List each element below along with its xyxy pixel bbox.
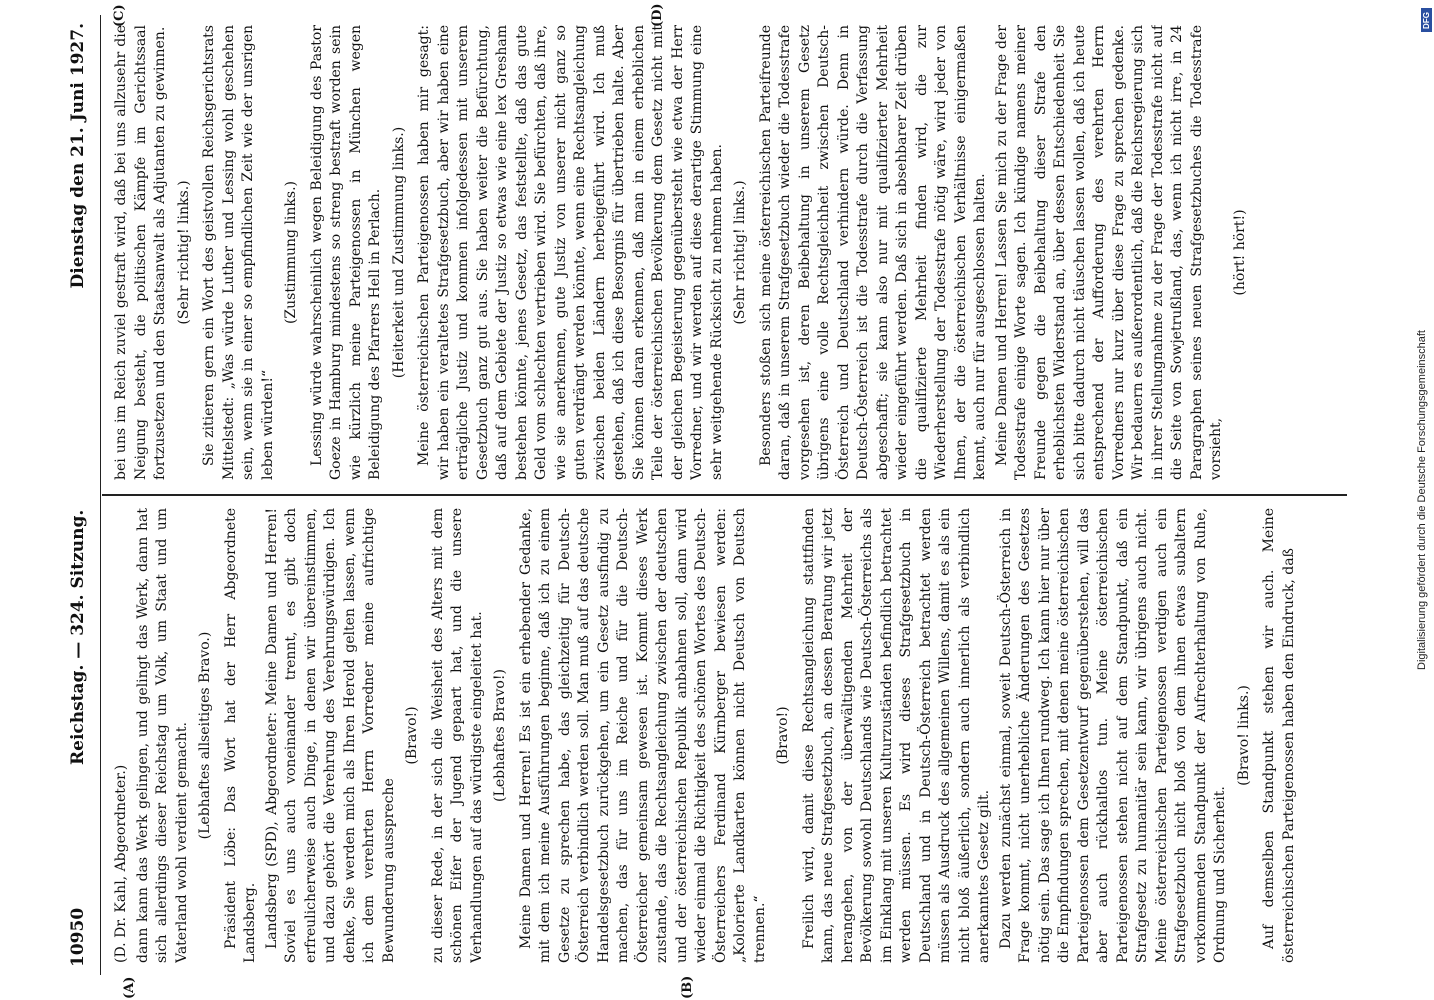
- funding-credit: Digitalisierung gefördert durch die Deutsche Forschungsgemeinschaft: [1416, 330, 1428, 670]
- page-number: 10950: [68, 907, 88, 967]
- interjection: (Sehr richtig! links.): [732, 180, 748, 325]
- dfg-logo-text: DFG: [1422, 11, 1432, 29]
- dfg-logo: [1421, 8, 1432, 32]
- paragraph: Freilich wird, damit diese Rechtsangleichung stattfinden kann, das neue Strafgesetzbuch, an dessen Beratung wir jetzt herangehen, von der überwältigenden Mehrheit der Bevölkerung sowohl Deutschlands wie Deutsch-Österreichs als im Einklang mit unseren Kulturzuständen befindlich betrachtet werden müssen. Es wird dieses Strafgesetzbuch in Deutschland und in Deutsch-Österreich betrachtet werden müssen als Ausdruck des allgemeinen Willens, damit es als ein nicht bloß äußerlich, sondern auch innerlich als verbindlich anerkanntes Gesetz gilt.: [800, 508, 992, 963]
- side-credit-strip: [1408, 0, 1434, 1000]
- page-header: [60, 15, 101, 975]
- margin-mark-d: (D): [650, 3, 665, 27]
- interjection: (Bravo!): [775, 706, 791, 765]
- margin-mark-c: (C): [112, 4, 127, 27]
- interjection: (Sehr richtig! links.): [175, 180, 192, 325]
- paragraph: Meine Damen und Herren! Lassen Sie mich zu der Frage der Todesstrafe einige Worte sagen. Ich kündige namens meiner Freunde gegen die Beibehaltung dieser Strafe den erheblichsten Widerstand an, über dessen Entschiedenheit Sie sich bitte dadurch nicht täuschen lassen wollen, daß ich heute entsprechend der Aufforderung des verehrten Herrn Vorredners nur kurz über diese Frage zu sprechen gedenke. Wir bedauern es außerordentlich, daß die Reichsregierung sich in ihrer Stellungnahme zu der Frage der Todesstrafe nicht auf die Seite von Sowjetrußland, das, wenn ich nicht irre, in 24 Paragraphen seines neuen Strafgesetzbuches die Todesstrafe vorsieht,: [993, 25, 1224, 480]
- paragraph: zu dieser Rede, in der sich die Weisheit des Alters mit dem schönen Eifer der Jugend gepaart hat, und die unsere Verhandlungen auf das würdigste eingeleitet hat.: [429, 508, 485, 963]
- paragraph: bei uns im Reich zuviel gestraft wird, daß bei uns allzusehr die Neigung besteht, die politischen Kämpfe im Gerichtssaal fortzusetzen und den Staatsanwalt als Adjutanten zu gewinnen.: [113, 25, 168, 480]
- right-column: [112, 25, 1342, 480]
- paragraph: Sie zitieren gern ein Wort des geistvollen Reichsgerichtsrats Mittelstedt: „Was würde Luther und Lessing wohl geschehen sein, wenn sie in einer so empfindlichen Zeit wie der unsrigen leben würden!“: [201, 25, 276, 480]
- margin-mark-a: (A): [122, 976, 137, 999]
- interjection: (Heiterkeit und Zustimmung links.): [390, 126, 407, 379]
- paragraph: Meine österreichischen Parteigenossen haben mir gesagt: wir haben ein veraltetes Strafgesetzbuch, aber wir haben eine erträgliche Justiz und kommen infolgedessen mit unserem Gesetzbuch ganz gut aus. Sie haben weiter die Befürchtung, daß auf dem Gebiete der Justiz so etwas wie eine lex Gresham bestehen könnte, jenes Gesetz, das feststellte, daß das gute Geld vom schlechten vertrieben wird. Sie befürchten, daß ihre, wie sie anerkennen, gute Justiz von unserer nicht ganz so guten verdrängt werden könnte, wenn eine Rechtsangleichung zwischen beiden Ländern herbeigeführt wird. Ich muß gestehen, daß ich diese Besorgnis für übertrieben halte. Aber Sie können daran erkennen, daß man in einem erheblichen Teile der österreichischen Bevölkerung dem Gesetz nicht mit der gleichen Begeisterung gegenübersteht wie etwa der Herr Vorredner, und wir werden auf diese derartige Stimmung eine sehr weitgehende Rücksicht zu nehmen haben.: [416, 25, 725, 480]
- interjection: (Zustimmung links.): [283, 180, 299, 325]
- paragraph: dann kann das Werk gelingen, und gelingt das Werk, dann hat sich allerdings dieser Reichstag um Volk, um Staat und um Vaterland wohl verdient gemacht.: [134, 508, 190, 963]
- paragraph: Lessing würde wahrscheinlich wegen Beleidigung des Pastor Goeze in Hamburg mindestens so streng bestraft worden sein wie kürzlich meine Parteigenossen in München wegen Beleidigung des Pfarrers Hell in Perlach.: [308, 25, 383, 480]
- paragraph: (D. Dr. Kahl, Abgeordneter.): [113, 764, 129, 963]
- paragraph: Präsident Löbe: Das Wort hat der Herr Abgeordnete Landsberg.: [222, 508, 258, 963]
- header-right: Dienstag den 21. Juni 1927.: [68, 23, 88, 289]
- interjection: (Bravo!): [404, 706, 420, 765]
- paragraph: Besonders stoßen sich meine österreichischen Parteifreunde daran, daß in unserem Strafgesetzbuch wieder die Todesstrafe vorgesehen ist, deren Beibehaltung in unserem Gesetz übrigens eine volle Rechtsgleichheit zwischen Deutsch-Österreich und Deutschland verhindern würde. Denn in Deutsch-Österreich ist die Todesstrafe durch die Verfassung abgeschafft; sie kann also nur mit qualifizierter Mehrheit wieder eingeführt werden. Daß sich in absehbarer Zeit drüben die qualifizierte Mehrheit finden wird, die zur Wiederherstellung der Todesstrafe nötig wäre, wird jeder von Ihnen, der die österreichischen Verhältnisse einigermaßen kennt, auch nur für ausgeschlossen halten.: [757, 25, 988, 480]
- interjection: (hört! hört!): [1231, 209, 1248, 296]
- left-column: [112, 508, 1342, 963]
- interjection: (Bravo! links.): [1235, 685, 1252, 786]
- paragraph: Meine Damen und Herren! Es ist ein erhebender Gedanke, mit dem ich meine Ausführungen beginne, daß ich zu einem Gesetze zu sprechen habe, das gleichzeitig für Deutsch-Österreich verbindlich werden soll. Man muß auf das deutsche Handelsgesetzbuch zurückgehen, um ein Gesetz ausfindig zu machen, das für uns im Reiche und für die Deutsch-Österreicher gemeinsam gewesen ist. Kommt dieses Werk zustande, das die Rechtsangleichung zwischen der deutschen und der österreichischen Republik anbahnen soll, dann wird wieder einmal die Richtigkeit des schönen Wortes des Deutsch-Österreichers Ferdinand Kürnberger bewiesen werden: „Kolorierte Landkarten können nicht Deutsch von Deutsch trennen.“: [517, 508, 768, 963]
- header-left: Reichstag. — 324. Sitzung.: [68, 509, 88, 765]
- margin-mark-b: (B): [680, 975, 695, 999]
- paragraph: Auf demselben Standpunkt stehen wir auch. Meine österreichischen Parteigenossen haben den Eindruck, daß: [1261, 508, 1297, 963]
- column-divider: [102, 495, 1347, 497]
- rotated-page: [60, 3, 1350, 999]
- paragraph: Landsberg (SPD), Abgeordneter: Meine Damen und Herren! Soviel es uns auch voneinander trennt, es gibt doch erfreulicherweise auch Dinge, in denen wir übereinstimmen, und dazu gehört die Verehrung des Verehrungswürdigen. Ich denke, Sie werden mich als Ihren Herold gelten lassen, wenn ich dem verehrten Herrn Vorredner meine aufrichtige Bewunderung ausspreche: [263, 508, 397, 963]
- interjection: (Lebhaftes allseitiges Bravo.): [197, 631, 213, 840]
- interjection: (Lebhaftes Bravo!): [492, 669, 508, 802]
- paragraph: Dazu werden zunächst einmal, soweit Deutsch-Österreich in Frage kommt, nicht unerhebliche Änderungen des Gesetzes nötig sein. Das sage ich Ihnen rundweg. Ich kann hier nur über die Empfindungen sprechen, mit denen meine österreichischen Parteigenossen dem Gesetzentwurf gegenüberstehen, will das aber auch rückhaltlos tun. Meine österreichischen Parteigenossen stehen nicht auf dem Standpunkt, daß ein Strafgesetz zu humanitär sein kann, wir übrigens auch nicht. Meine österreichischen Parteigenossen verdigen auch ein Strafgesetzbuch nicht bloß von dem ihnen etwas subaltern vorkommenden Standpunkt der Aufrechterhaltung von Ruhe, Ordnung und Sicherheit.: [997, 508, 1228, 963]
